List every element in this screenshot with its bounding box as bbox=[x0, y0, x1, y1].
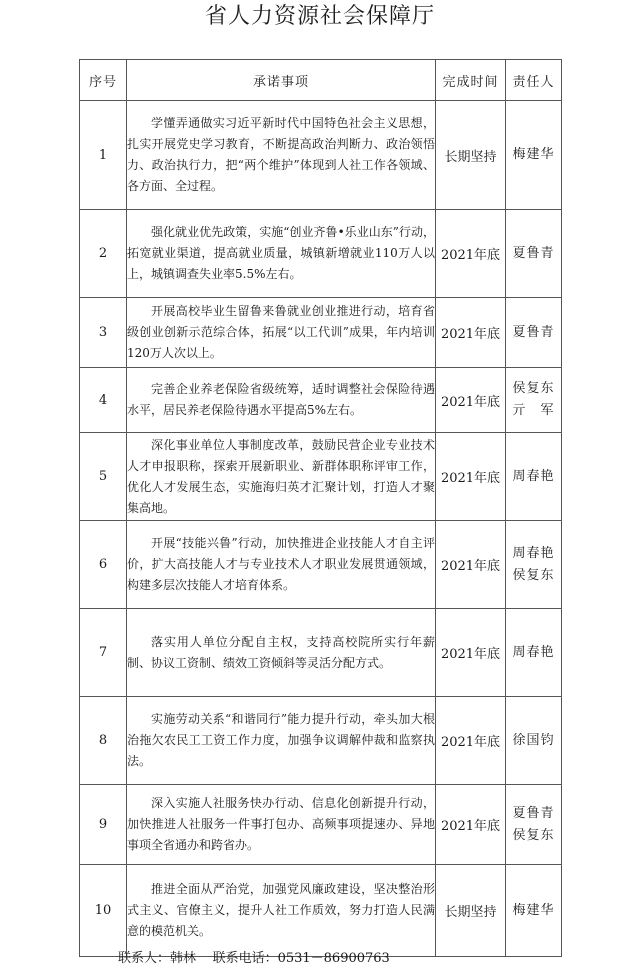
footer-contact bbox=[118, 950, 390, 968]
table-header-row bbox=[80, 60, 562, 101]
phone-number: 0531－86900763 bbox=[277, 951, 390, 966]
table-row bbox=[80, 368, 562, 433]
completion-time: 2021年底 bbox=[436, 785, 506, 865]
responsible-cell bbox=[506, 697, 562, 785]
table-row bbox=[80, 785, 562, 865]
commitment-text: 深入实施人社服务快办行动、信息化创新提升行动，加快推进人社服务一件事打包办、高频事项提速办、异地事项全省通办和跨省办。 bbox=[127, 785, 436, 865]
responsible-cell bbox=[506, 521, 562, 609]
responsible-cell bbox=[506, 101, 562, 210]
commitment-text: 完善企业养老保险省级统筹，适时调整社会保险待遇水平，居民养老保险待遇水平提高5%左右。 bbox=[127, 368, 436, 433]
commitment-text: 学懂弄通做实习近平新时代中国特色社会主义思想，扎实开展党史学习教育，不断提高政治判断力、政治领悟力、政治执行力，把“两个维护”体现到人社工作各领域、各方面、全过程。 bbox=[127, 101, 436, 210]
row-number: 8 bbox=[80, 697, 127, 785]
commitment-text: 推进全面从严治党，加强党风廉政建设，坚决整治形式主义、官僚主义，提升人社工作质效，努力打造人民满意的模范机关。 bbox=[127, 865, 436, 957]
row-number: 6 bbox=[80, 521, 127, 609]
responsible-person: 梅建华 bbox=[512, 147, 555, 162]
phone-label: 联系电话： bbox=[212, 951, 278, 966]
contact-name: 韩林 bbox=[170, 951, 197, 966]
row-number: 10 bbox=[80, 865, 127, 957]
responsible-cell bbox=[506, 785, 562, 865]
responsible-cell bbox=[506, 210, 562, 298]
responsible-person: 周春艳 bbox=[512, 644, 555, 660]
table-row bbox=[80, 298, 562, 368]
responsible-cell bbox=[506, 368, 562, 433]
responsible-cell bbox=[506, 865, 562, 957]
row-number: 4 bbox=[80, 368, 127, 433]
commitment-table bbox=[79, 59, 562, 957]
table-row bbox=[80, 521, 562, 609]
completion-time: 长期坚持 bbox=[436, 865, 506, 957]
responsible-person: 周春艳 bbox=[512, 545, 555, 561]
completion-time: 2021年底 bbox=[436, 298, 506, 368]
responsible-person: 侯复东 bbox=[512, 381, 555, 396]
commitment-text: 强化就业优先政策，实施“创业齐鲁•乐业山东”行动，拓宽就业渠道，提高就业质量，城镇新增就业110万人以上，城镇调查失业率5.5%左右。 bbox=[127, 210, 436, 298]
commitment-text: 深化事业单位人事制度改革，鼓励民营企业专业技术人才申报职称，探索开展新职业、新群体职称评审工作，优化人才发展生态，实施海归英才汇聚计划，打造人才聚集高地。 bbox=[127, 433, 436, 521]
header-no: 序号 bbox=[80, 60, 127, 101]
header-owner: 责任人 bbox=[506, 60, 562, 101]
commitment-text: 开展“技能兴鲁”行动，加快推进企业技能人才自主评价，扩大高技能人才与专业技术人才职业发展贯通领域，构建多层次技能人才培育体系。 bbox=[127, 521, 436, 609]
responsible-person: 亓 军 bbox=[512, 403, 555, 418]
page-title: 省人力资源社会保障厅 bbox=[204, 4, 435, 29]
completion-time: 2021年底 bbox=[436, 210, 506, 298]
contact-label: 联系人： bbox=[118, 951, 171, 966]
completion-time: 2021年底 bbox=[436, 433, 506, 521]
row-number: 9 bbox=[80, 785, 127, 865]
completion-time: 2021年底 bbox=[436, 521, 506, 609]
responsible-cell bbox=[506, 433, 562, 521]
responsible-person: 侯复东 bbox=[512, 567, 555, 583]
header-time: 完成时间 bbox=[436, 60, 506, 101]
responsible-person: 夏鲁青 bbox=[512, 324, 555, 340]
responsible-person: 梅建华 bbox=[512, 902, 555, 918]
row-number: 2 bbox=[80, 210, 127, 298]
responsible-person: 夏鲁青 bbox=[512, 805, 555, 821]
responsible-person: 夏鲁青 bbox=[512, 245, 555, 261]
responsible-person: 侯复东 bbox=[512, 827, 555, 843]
responsible-cell bbox=[506, 609, 562, 697]
responsible-person: 周春艳 bbox=[512, 468, 555, 484]
completion-time: 长期坚持 bbox=[436, 101, 506, 210]
row-number: 3 bbox=[80, 298, 127, 368]
table-row bbox=[80, 697, 562, 785]
header-item: 承诺事项 bbox=[127, 60, 436, 101]
table-row bbox=[80, 865, 562, 957]
completion-time: 2021年底 bbox=[436, 609, 506, 697]
row-number: 1 bbox=[80, 101, 127, 210]
commitment-text: 落实用人单位分配自主权，支持高校院所实行年薪制、协议工资制、绩效工资倾斜等灵活分配方式。 bbox=[127, 609, 436, 697]
table-row bbox=[80, 433, 562, 521]
responsible-cell bbox=[506, 298, 562, 368]
completion-time: 2021年底 bbox=[436, 697, 506, 785]
table-row bbox=[80, 210, 562, 298]
row-number: 5 bbox=[80, 433, 127, 521]
responsible-person: 徐国钧 bbox=[512, 732, 555, 748]
completion-time: 2021年底 bbox=[436, 368, 506, 433]
commitment-text: 实施劳动关系“和谐同行”能力提升行动，牵头加大根治拖欠农民工工资工作力度，加强争议调解仲裁和监察执法。 bbox=[127, 697, 436, 785]
commitment-text: 开展高校毕业生留鲁来鲁就业创业推进行动，培育省级创业创新示范综合体，拓展“以工代训”成果，年内培训120万人次以上。 bbox=[127, 298, 436, 368]
row-number: 7 bbox=[80, 609, 127, 697]
table-row bbox=[80, 609, 562, 697]
table-row bbox=[80, 101, 562, 210]
